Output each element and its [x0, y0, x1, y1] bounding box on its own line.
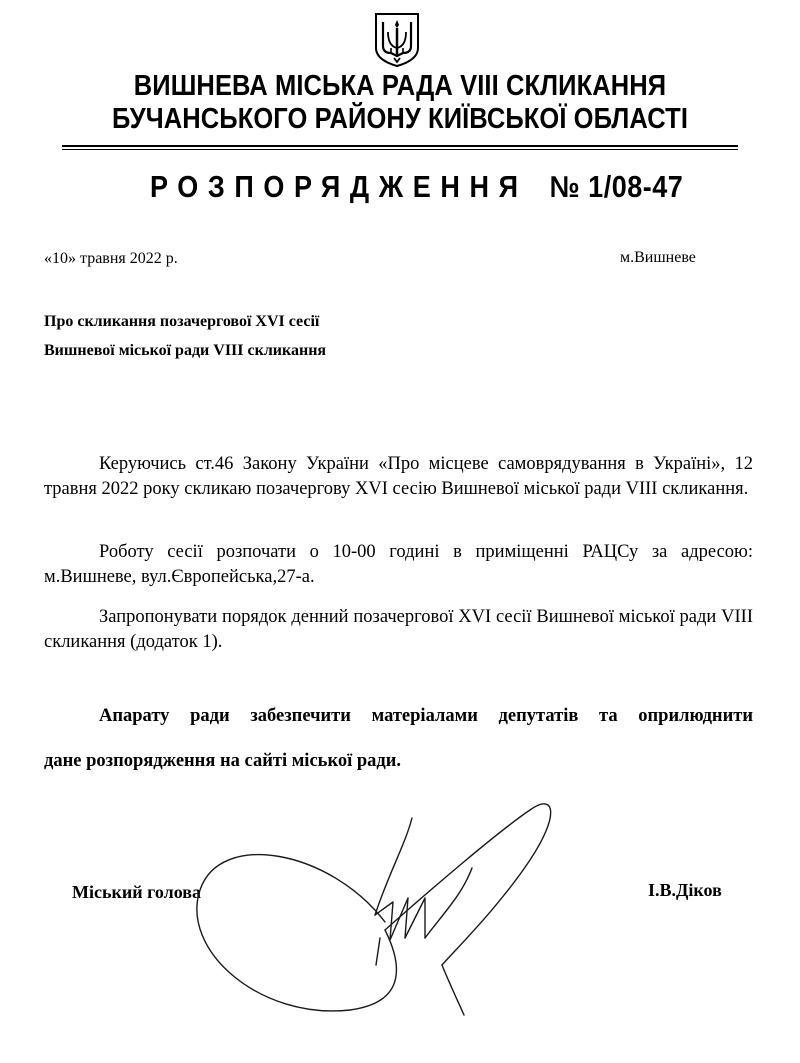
document-number: № 1/08-47 [549, 170, 684, 204]
trident-coat-of-arms-icon [374, 12, 420, 68]
signatory-title: Міський голова [72, 882, 201, 902]
handwritten-signature-icon [180, 770, 600, 1050]
header-rule-thin [62, 149, 738, 150]
council-name: ВИШНЕВА МІСЬКА РАДА VIII СКЛИКАННЯ [133, 70, 667, 102]
body-paragraph-3: Запропонувати порядок денний позачергової XVI сесії Вишневої міської ради VIII скликання (додаток 1). [44, 607, 753, 652]
header-rule-thick [62, 145, 738, 147]
subject-line-1: Про скликання позачергової XVI сесії [44, 313, 320, 330]
document-type: РОЗПОРЯДЖЕННЯ [150, 170, 528, 204]
signatory-name: І.В.Діков [648, 880, 722, 900]
subject-line-2: Вишневої міської ради VIII скликання [44, 342, 327, 359]
district-name: БУЧАНСЬКОГО РАЙОНУ КИЇВСЬКОЇ ОБЛАСТІ [111, 103, 689, 135]
order-line-1: Апарату ради забезпечити матеріалами депутатів та оприлюднити [99, 706, 753, 726]
body-paragraph-2: Роботу сесії розпочати о 10-00 годині в приміщенні РАЦСу за адресою: м.Вишневе, вул.Європейська,27-а. [44, 542, 753, 587]
document-date: «10» травня 2022 р. [44, 250, 178, 267]
document-place: м.Вишневе [620, 249, 696, 266]
document-title [150, 170, 683, 205]
order-line-2: дане розпорядження на сайті міської ради. [44, 751, 402, 771]
body-paragraph-1: Керуючись ст.46 Закону України «Про місцеве самоврядування в Україні», 12 травня 2022 року скликаю позачергову XVI сесію Вишневої міської ради VIII скликання. [44, 454, 753, 499]
